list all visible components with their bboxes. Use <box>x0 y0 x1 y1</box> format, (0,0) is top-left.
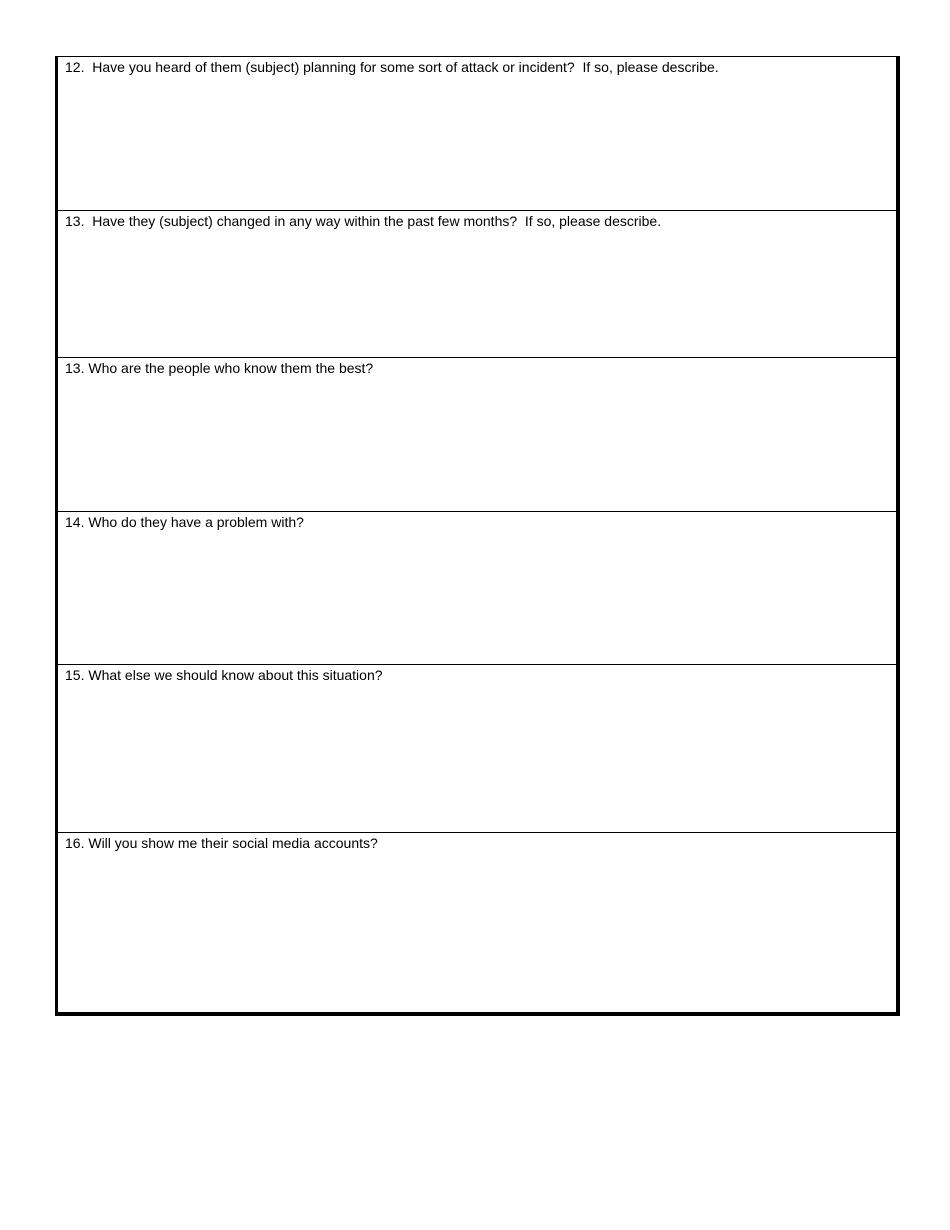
question-row-16-social-media[interactable] <box>58 832 896 1012</box>
question-label: 16. Will you show me their social media accounts? <box>65 835 378 851</box>
question-row-13-people[interactable] <box>58 357 896 511</box>
question-row-13-changed[interactable] <box>58 210 896 357</box>
question-row-15-situation[interactable] <box>58 664 896 832</box>
question-label: 15. What else we should know about this situation? <box>65 667 383 683</box>
question-row-12-attack[interactable] <box>58 57 896 210</box>
question-label: 12. Have you heard of them (subject) planning for some sort of attack or incident? If so, please describe. <box>65 59 719 75</box>
question-label: 13. Who are the people who know them the best? <box>65 360 374 376</box>
question-row-14-problem[interactable] <box>58 511 896 664</box>
question-label: 13. Have they (subject) changed in any way within the past few months? If so, please describe. <box>65 213 662 229</box>
question-label: 14. Who do they have a problem with? <box>65 514 304 530</box>
questionnaire-table <box>55 56 900 1016</box>
